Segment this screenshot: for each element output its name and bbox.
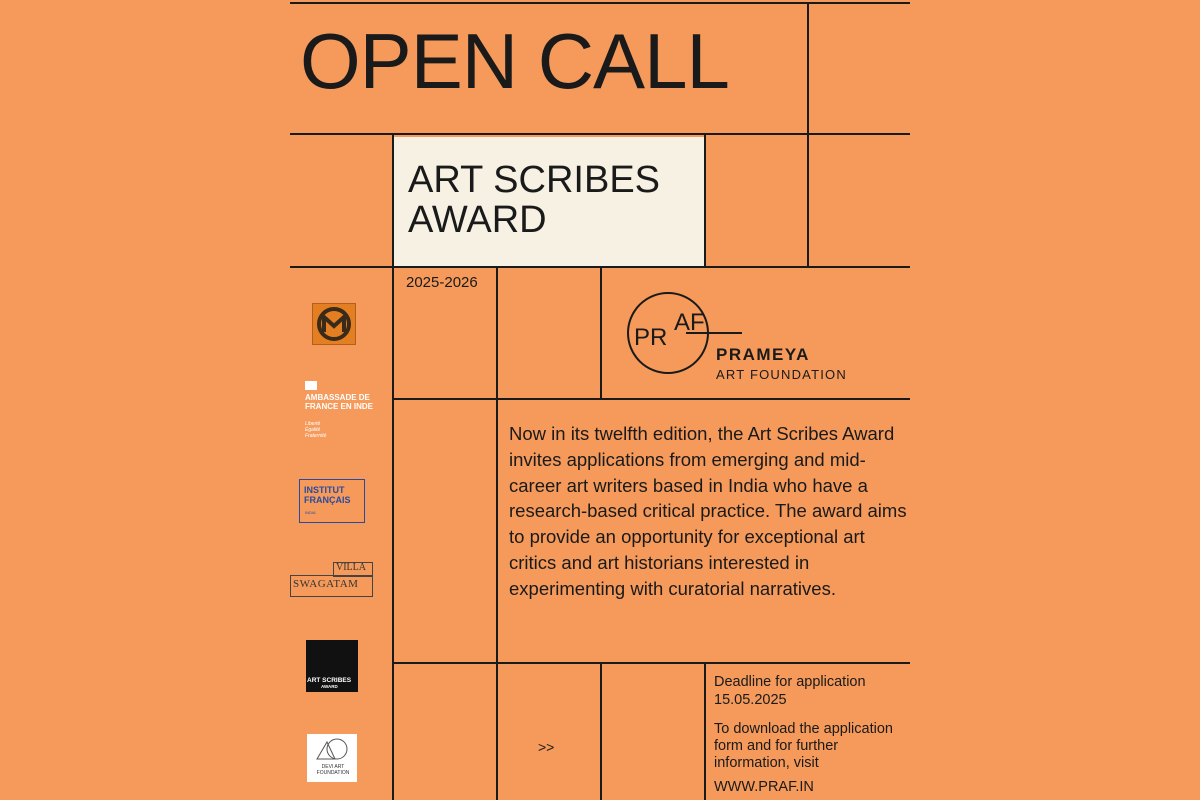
website-link[interactable]: WWW.PRAF.IN bbox=[714, 779, 814, 795]
embassy-flag-icon bbox=[305, 381, 317, 390]
praf-monogram-right: AF bbox=[674, 309, 705, 336]
embassy-motto: Liberté Égalité Fraternité bbox=[305, 421, 327, 439]
award-title-line2: AWARD bbox=[408, 199, 547, 241]
award-years: 2025-2026 bbox=[406, 274, 478, 291]
villa-name-line2: SWAGATAM bbox=[293, 578, 359, 590]
praf-monogram-left: PR bbox=[634, 324, 668, 351]
devi-mark-icon bbox=[307, 734, 357, 764]
art-scribes-logo-line2: AWARD bbox=[321, 684, 338, 689]
art-scribes-logo-line1: ART SCRIBES bbox=[307, 677, 352, 684]
deadline-label: Deadline for application bbox=[714, 674, 866, 690]
mg-logo-icon bbox=[312, 303, 356, 345]
deadline-date: 15.05.2025 bbox=[714, 692, 787, 708]
institut-name: INSTITUT FRANÇAIS bbox=[304, 485, 351, 505]
page-title: OPEN CALL bbox=[300, 17, 729, 105]
villa-name-line1: VILLA bbox=[336, 562, 366, 573]
arrows-icon: >> bbox=[538, 739, 555, 755]
devi-name: DEVI ART FOUNDATION bbox=[316, 764, 350, 776]
download-info: To download the application form and for further information, visit bbox=[714, 721, 893, 771]
institut-sub: INDIA bbox=[305, 510, 316, 515]
organizer-subtitle: ART FOUNDATION bbox=[716, 367, 847, 382]
award-title-line1: ART SCRIBES bbox=[408, 159, 661, 201]
description-text: Now in its twelfth edition, the Art Scribes Award invites applications from emerging and mid-career art writers based in India who have a research-based critical practice. The award aims to provide an opportunity for exceptional art critics and art historians interested in experimenting with curatorial narratives. bbox=[509, 423, 907, 599]
organizer-name: PRAMEYA bbox=[716, 345, 810, 364]
award-title bbox=[408, 160, 660, 240]
embassy-name: AMBASSADE DE FRANCE EN INDE bbox=[305, 393, 374, 411]
